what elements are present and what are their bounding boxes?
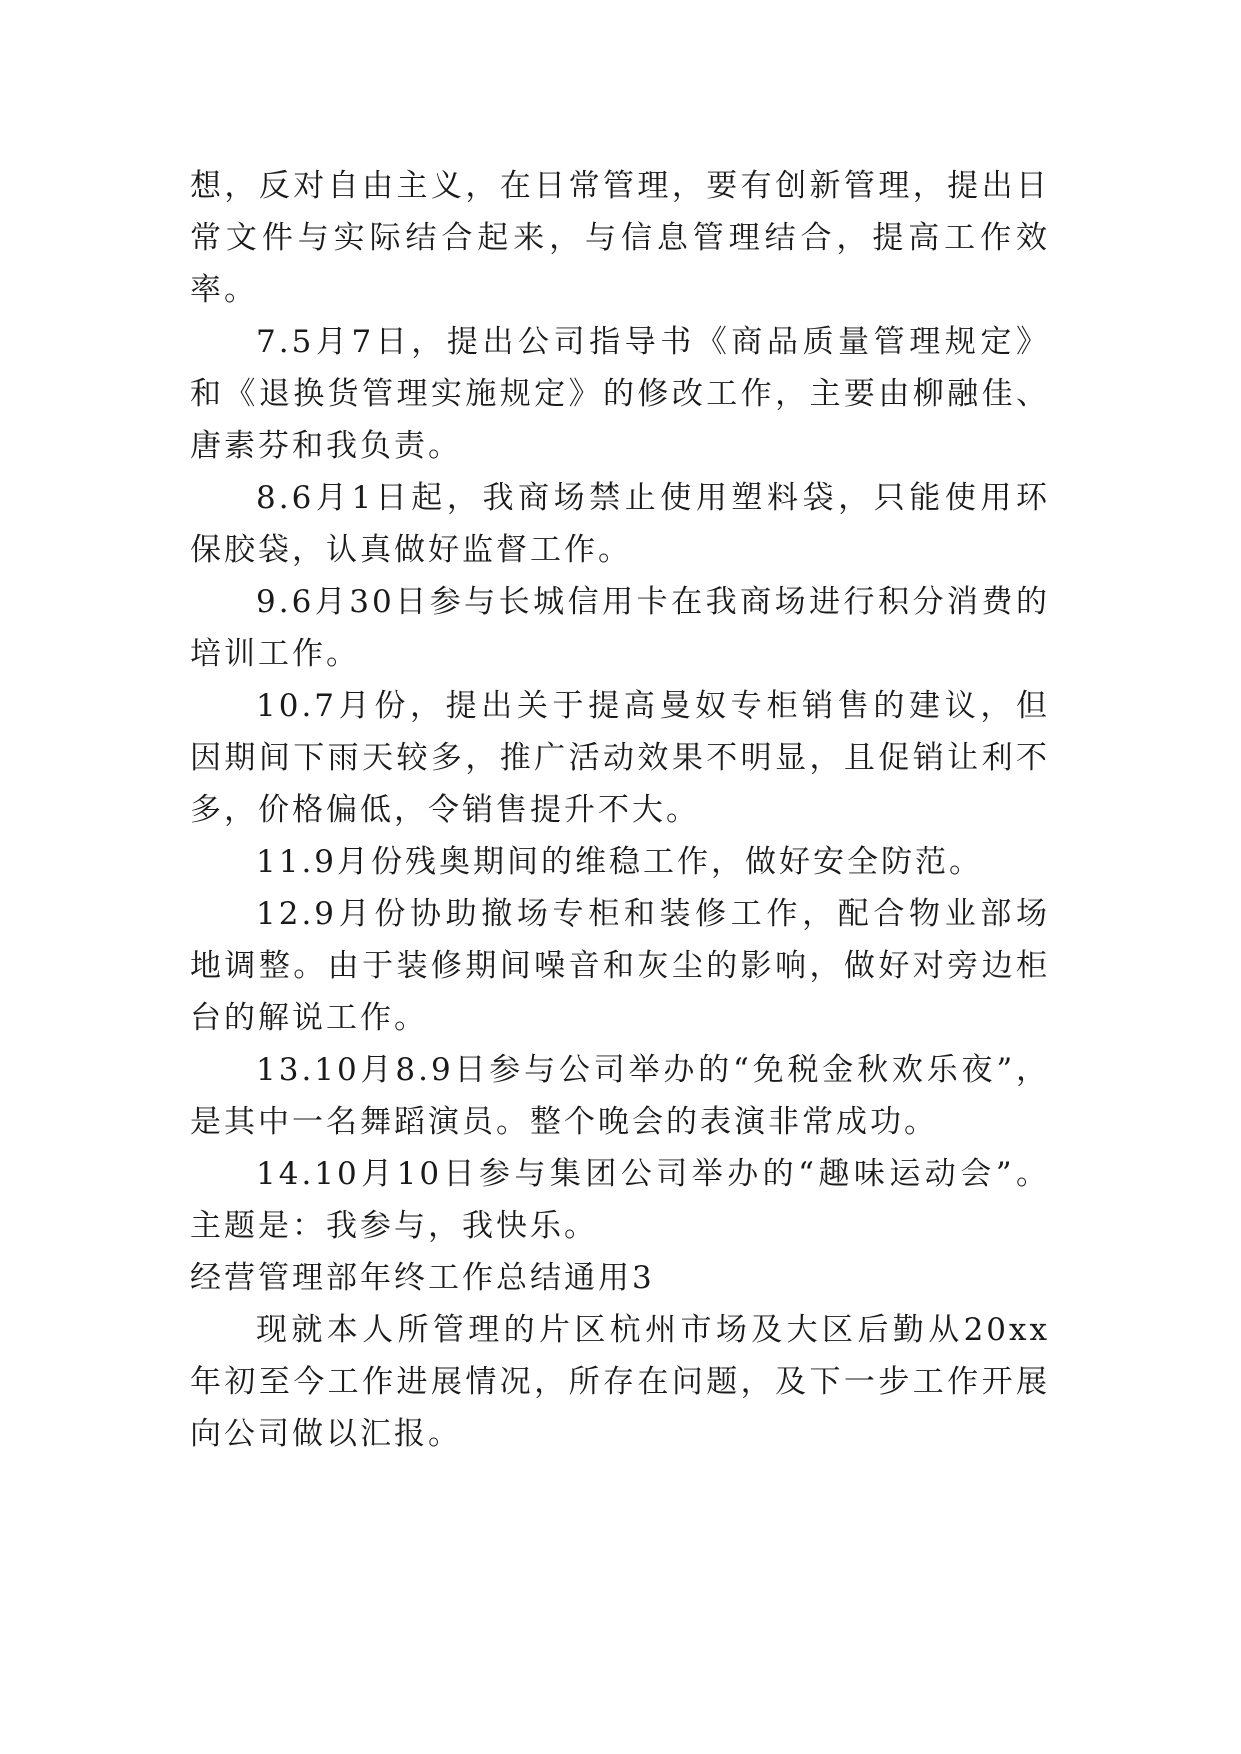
paragraph-item-7: 7.5月7日，提出公司指导书《商品质量管理规定》和《退换货管理实施规定》的修改工作，主要由柳融佳、唐素芬和我负责。: [190, 324, 1050, 464]
paragraph-continuation: 想，反对自由主义，在日常管理，要有创新管理，提出日常文件与实际结合起来，与信息管理结合，提高工作效率。: [190, 168, 1050, 308]
paragraph-item-12: 12.9月份协助撤场专柜和装修工作，配合物业部场地调整。由于装修期间噪音和灰尘的影响，做好对旁边柜台的解说工作。: [190, 896, 1050, 1036]
paragraph-item-14: 14.10月10日参与集团公司举办的“趣味运动会”。主题是：我参与，我快乐。: [190, 1156, 1050, 1244]
section-heading: 经营管理部年终工作总结通用3: [190, 1260, 655, 1296]
paragraph-item-10: 10.7月份，提出关于提高曼奴专柜销售的建议，但因期间下雨天较多，推广活动效果不明显，且促销让利不多，价格偏低，令销售提升不大。: [190, 688, 1050, 828]
paragraph-item-11: 11.9月份残奥期间的维稳工作，做好安全防范。: [256, 844, 984, 880]
paragraph-item-13: 13.10月8.9日参与公司举办的“免税金秋欢乐夜”，是其中一名舞蹈演员。整个晚会的表演非常成功。: [190, 1052, 1050, 1140]
paragraph-item-9: 9.6月30日参与长城信用卡在我商场进行积分消费的培训工作。: [190, 584, 1050, 672]
closing-paragraph: 现就本人所管理的片区杭州市场及大区后勤从20xx年初至今工作进展情况，所存在问题，及下一步工作开展向公司做以汇报。: [190, 1312, 1050, 1452]
paragraph-item-8: 8.6月1日起，我商场禁止使用塑料袋，只能使用环保胶袋，认真做好监督工作。: [190, 480, 1050, 568]
document-body: [190, 160, 1050, 1460]
